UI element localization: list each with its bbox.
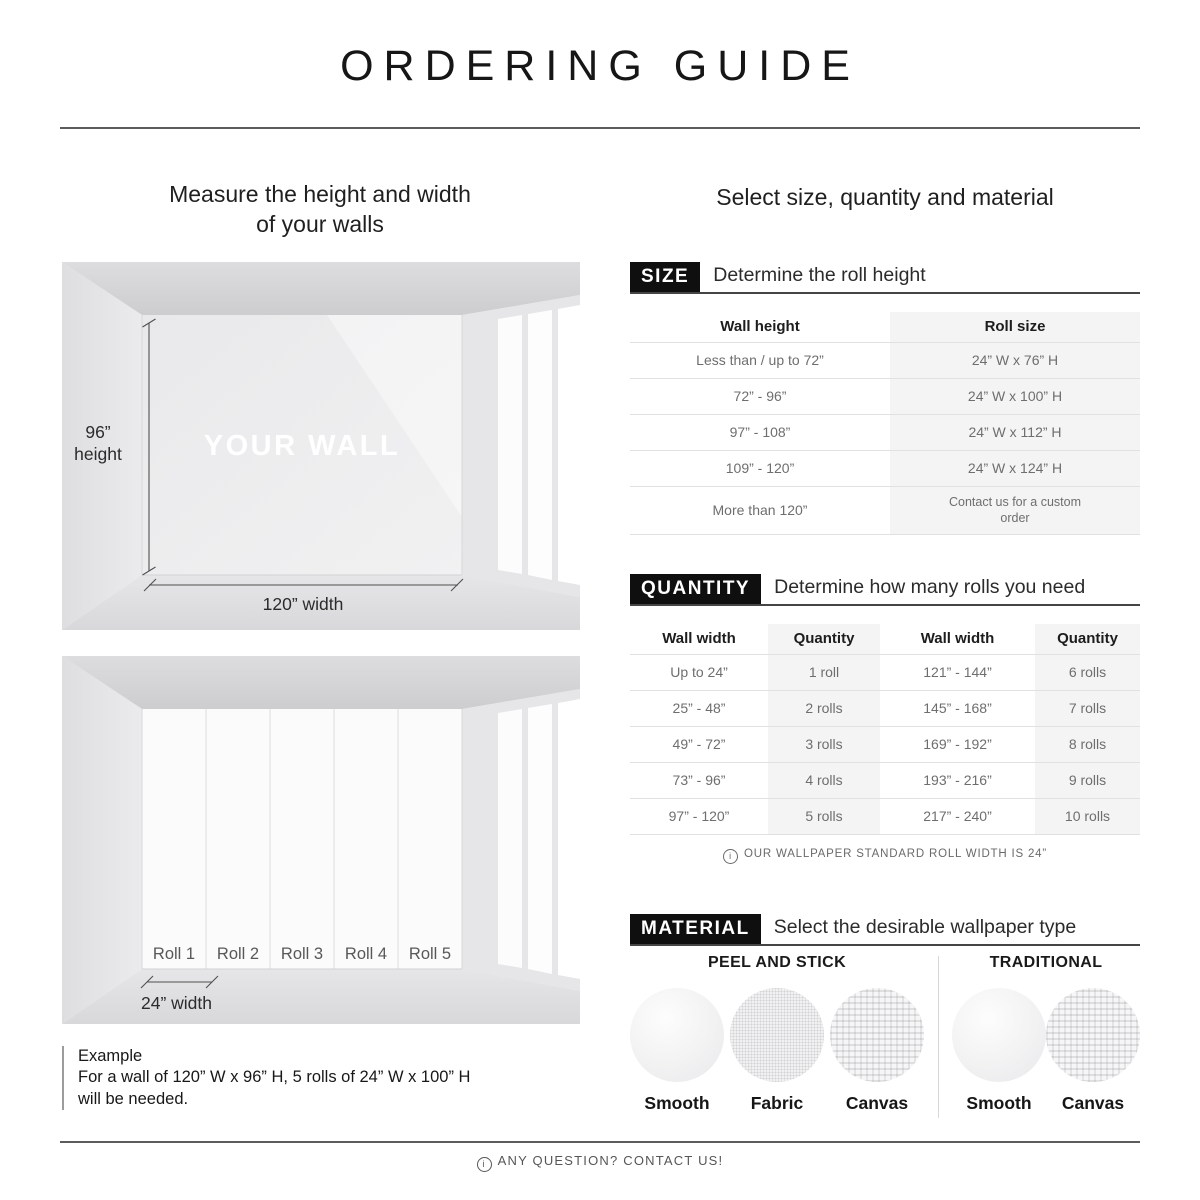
size-table-row bbox=[630, 450, 1140, 486]
back-wall-panels bbox=[142, 709, 462, 969]
roll-width-measurement bbox=[141, 976, 218, 1013]
height-word-label: height bbox=[74, 444, 122, 464]
roll-1-label: Roll 1 bbox=[152, 945, 196, 963]
quantity-table bbox=[630, 624, 1140, 835]
quantity-table-row bbox=[630, 654, 1140, 690]
swatch-label: Fabric bbox=[750, 1093, 804, 1113]
size-table bbox=[630, 312, 1140, 535]
page-title: ORDERING GUIDE bbox=[340, 42, 860, 90]
fabric-texture-icon bbox=[730, 988, 824, 1082]
size-cell-wall: More than 120” bbox=[712, 501, 808, 518]
material-options bbox=[630, 954, 1140, 1118]
qty-col-header: Wall width bbox=[662, 629, 736, 647]
peel-and-stick-heading: PEEL AND STICK bbox=[707, 954, 847, 971]
qty-cell: 6 rolls bbox=[1035, 655, 1140, 690]
qty-cell: 49” - 72” bbox=[672, 735, 726, 752]
example-note bbox=[62, 1046, 548, 1110]
quantity-table-row bbox=[630, 690, 1140, 726]
window bbox=[462, 689, 580, 991]
size-cell-roll: 24” W x 124” H bbox=[890, 451, 1140, 486]
qty-cell: 97” - 120” bbox=[668, 807, 730, 824]
qty-cell: 2 rolls bbox=[768, 691, 880, 726]
swatch-label: Smooth bbox=[644, 1093, 710, 1113]
size-cell-wall: 109” - 120” bbox=[725, 459, 795, 476]
material-group-peel-and-stick bbox=[630, 954, 924, 1118]
qty-col-header: Quantity bbox=[768, 624, 880, 654]
swatch-peel-smooth bbox=[630, 988, 724, 1114]
ceiling bbox=[62, 656, 580, 709]
custom-order-text: Contact us for a custom order bbox=[948, 494, 1081, 525]
height-value-label: 96” bbox=[85, 422, 111, 442]
ceiling bbox=[62, 262, 580, 315]
size-subtitle: Determine the roll height bbox=[713, 264, 926, 286]
qty-cell: 145” - 168” bbox=[923, 699, 992, 716]
size-cell-wall: Less than / up to 72” bbox=[696, 351, 824, 368]
quantity-table-row bbox=[630, 762, 1140, 798]
qty-col-header: Wall width bbox=[920, 629, 995, 647]
qty-cell: 10 rolls bbox=[1035, 799, 1140, 834]
size-section-header bbox=[630, 262, 1140, 294]
room-illustration-rolls bbox=[62, 656, 580, 1024]
floor bbox=[62, 969, 580, 1024]
qty-cell: 3 rolls bbox=[768, 727, 880, 762]
qty-cell: 217” - 240” bbox=[923, 807, 992, 824]
swatch-traditional-smooth bbox=[952, 988, 1046, 1114]
size-table-row bbox=[630, 378, 1140, 414]
qty-cell: 169” - 192” bbox=[923, 735, 992, 752]
roll-3-label: Roll 3 bbox=[280, 945, 324, 963]
quantity-table-row bbox=[630, 798, 1140, 835]
material-group-traditional bbox=[952, 954, 1140, 1118]
qty-cell: 25” - 48” bbox=[672, 699, 726, 716]
qty-cell: 5 rolls bbox=[768, 799, 880, 834]
quantity-subtitle: Determine how many rolls you need bbox=[774, 576, 1086, 598]
example-line: For a wall of 120” W x 96” H, 5 rolls of 24” W x 100” H bbox=[78, 1068, 471, 1087]
info-icon bbox=[723, 849, 738, 864]
size-table-row bbox=[630, 486, 1140, 535]
right-column-heading: Select size, quantity and material bbox=[716, 184, 1054, 210]
qty-cell: Up to 24” bbox=[670, 663, 728, 680]
traditional-heading: TRADITIONAL bbox=[989, 954, 1103, 971]
left-heading-line2: of your walls bbox=[256, 210, 384, 237]
size-cell-roll: 24” W x 76” H bbox=[890, 343, 1140, 378]
material-section-header bbox=[630, 914, 1140, 946]
qty-cell: 193” - 216” bbox=[923, 771, 992, 788]
left-wall bbox=[62, 656, 142, 1024]
window bbox=[462, 295, 580, 597]
roll-4-label: Roll 4 bbox=[344, 945, 388, 963]
qty-cell: 7 rolls bbox=[1035, 691, 1140, 726]
size-table-row bbox=[630, 342, 1140, 378]
roll-2-label: Roll 2 bbox=[216, 945, 260, 963]
top-divider bbox=[60, 127, 1140, 129]
size-cell-roll bbox=[890, 487, 1140, 534]
canvas-texture-icon bbox=[1046, 988, 1140, 1082]
room-illustration-measure bbox=[62, 262, 580, 630]
material-subtitle: Select the desirable wallpaper type bbox=[773, 916, 1077, 938]
your-wall-label: YOUR WALL bbox=[203, 430, 401, 462]
width-value-label: 120” width bbox=[262, 594, 344, 614]
swatch-peel-fabric bbox=[730, 988, 824, 1114]
room-scene-1 bbox=[62, 262, 580, 630]
qty-cell: 9 rolls bbox=[1035, 763, 1140, 798]
size-col-header-wall-height: Wall height bbox=[720, 317, 800, 335]
swatch-label: Canvas bbox=[845, 1093, 909, 1113]
size-cell-wall: 72” - 96” bbox=[733, 387, 787, 404]
size-table-row bbox=[630, 414, 1140, 450]
qty-col-header: Quantity bbox=[1035, 624, 1140, 654]
size-cell-roll: 24” W x 112” H bbox=[890, 415, 1140, 450]
swatch-label: Canvas bbox=[1061, 1093, 1125, 1113]
size-cell-roll: 24” W x 100” H bbox=[890, 379, 1140, 414]
quantity-table-row bbox=[630, 726, 1140, 762]
qty-cell: 4 rolls bbox=[768, 763, 880, 798]
quantity-badge: QUANTITY bbox=[630, 574, 761, 604]
material-badge: MATERIAL bbox=[630, 914, 761, 944]
quantity-section-header bbox=[630, 574, 1140, 606]
material-group-divider bbox=[938, 956, 939, 1118]
qty-cell: 1 roll bbox=[768, 655, 880, 690]
smooth-texture-icon bbox=[952, 988, 1046, 1082]
size-badge: SIZE bbox=[630, 262, 700, 292]
info-icon bbox=[477, 1157, 492, 1172]
left-column-heading bbox=[60, 180, 580, 240]
quantity-table-header-row bbox=[630, 624, 1140, 654]
qty-cell: 8 rolls bbox=[1035, 727, 1140, 762]
left-heading-line1: Measure the height and width bbox=[169, 181, 471, 207]
size-col-header-roll-size: Roll size bbox=[890, 312, 1140, 342]
swatch-label: Smooth bbox=[966, 1093, 1032, 1113]
size-cell-wall: 97” - 108” bbox=[729, 423, 791, 440]
roll-5-label: Roll 5 bbox=[408, 945, 452, 963]
contact-note bbox=[0, 1153, 1200, 1172]
roll-width-note-text: OUR WALLPAPER STANDARD ROLL WIDTH IS 24” bbox=[744, 848, 1047, 860]
footer-divider bbox=[60, 1141, 1140, 1143]
canvas-texture-icon bbox=[830, 988, 924, 1082]
example-line: will be needed. bbox=[78, 1089, 189, 1108]
roll-width-note bbox=[630, 848, 1140, 864]
smooth-texture-icon bbox=[630, 988, 724, 1082]
size-table-header-row bbox=[630, 312, 1140, 342]
example-title: Example bbox=[78, 1047, 143, 1065]
qty-cell: 121” - 144” bbox=[923, 663, 992, 680]
swatch-traditional-canvas bbox=[1046, 988, 1140, 1114]
contact-note-text: ANY QUESTION? CONTACT US! bbox=[497, 1153, 724, 1168]
room-scene-2 bbox=[62, 656, 580, 1024]
swatch-peel-canvas bbox=[830, 988, 924, 1114]
roll-width-label: 24” width bbox=[141, 993, 213, 1013]
qty-cell: 73” - 96” bbox=[672, 771, 726, 788]
